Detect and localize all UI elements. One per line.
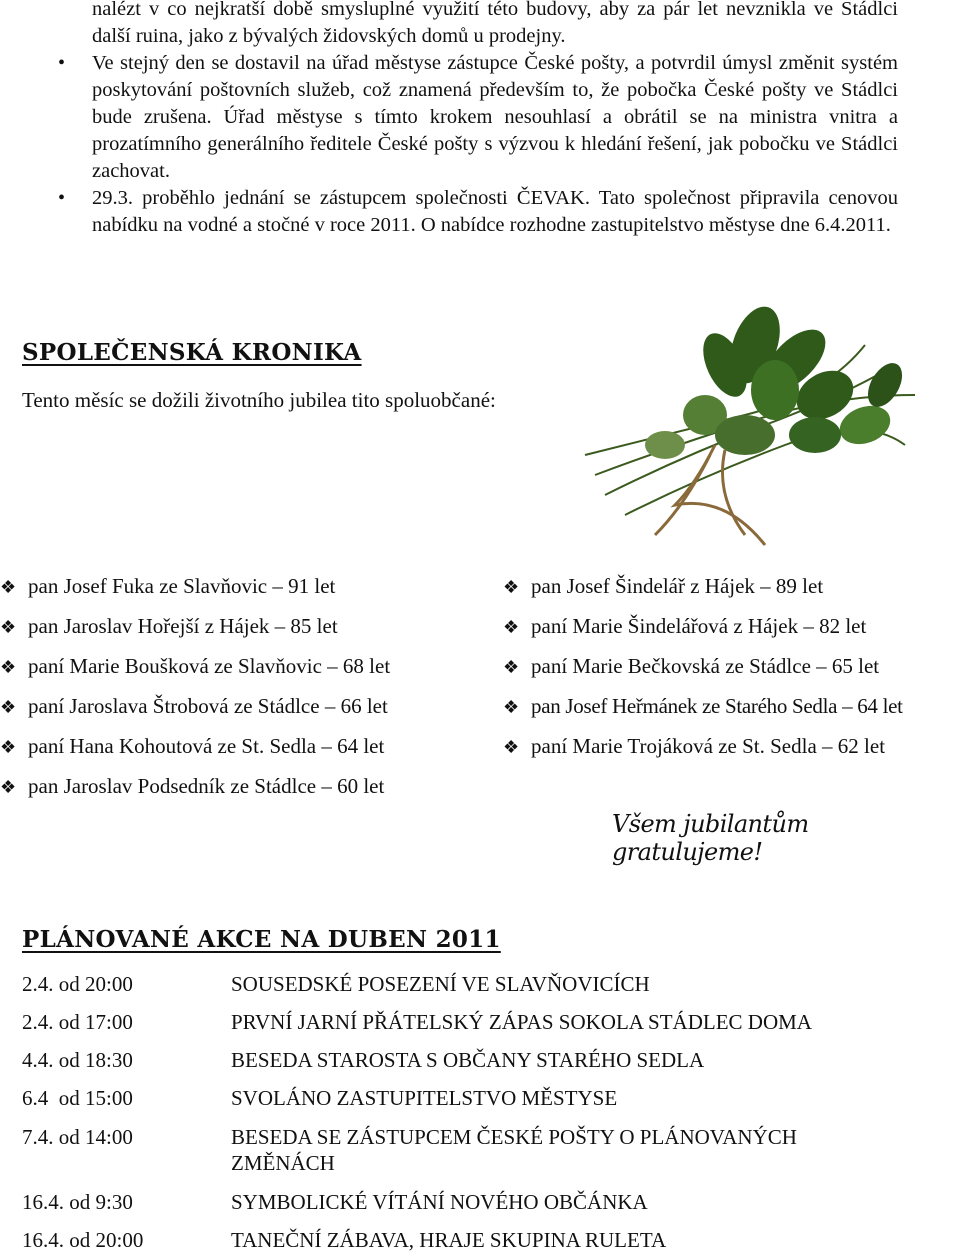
kronika-intro: Tento měsíc se dožili životního jubilea tito spoluobčané: xyxy=(22,388,496,412)
event-date: 16.4. od 9:30 xyxy=(22,1190,133,1214)
diamond-bullet-icon: ❖ xyxy=(503,657,520,677)
event-date: 7.4. od 14:00 xyxy=(22,1125,133,1149)
diamond-bullet-icon: ❖ xyxy=(503,697,519,717)
event-title: BESEDA STAROSTA S OBČANY STARÉHO SEDLA xyxy=(231,1048,705,1072)
diamond-bullet-icon: ❖ xyxy=(0,737,17,757)
jubilant-item: ❖ pan Jaroslav Podsedník ze Stádlce – 60 let xyxy=(0,774,385,798)
jubilant-item: ❖ paní Marie Boušková ze Slavňovic – 68 let xyxy=(0,654,391,678)
cevak-paragraph: 29.3. proběhlo jednání se zástupcem společnosti ČEVAK. Tato společnost připravila cenovou nabídku na vodné a stočné v roce 2011. O nabídce rozhodne zastupitelstvo městyse dne 6.4.2011. xyxy=(92,187,898,236)
diamond-bullet-icon: ❖ xyxy=(0,697,17,717)
jubilant-item: ❖ paní Marie Šindelářová z Hájek – 82 let xyxy=(503,614,867,638)
diamond-bullet-icon: ❖ xyxy=(503,577,520,597)
bullet-marker: • xyxy=(58,52,66,74)
diamond-bullet-icon: ❖ xyxy=(0,577,17,597)
event-title: TANEČNÍ ZÁBAVA, HRAJE SKUPINA RULETA xyxy=(231,1228,667,1252)
jubilant-item: ❖ pan Jaroslav Hořejší z Hájek – 85 let xyxy=(0,614,338,638)
event-date: 16.4. od 20:00 xyxy=(22,1228,144,1252)
event-date: 2.4. od 17:00 xyxy=(22,1010,133,1034)
jubilant-item: ❖ paní Marie Trojáková ze St. Sedla – 62 let xyxy=(503,734,886,758)
jubilant-item: ❖ pan Josef Heřmánek ze Starého Sedla – 64 let xyxy=(503,694,903,718)
event-title: SOUSEDSKÉ POSEZENÍ VE SLAVŇOVICÍCH xyxy=(231,972,650,996)
event-date: 6.4 od 15:00 xyxy=(22,1086,133,1110)
jubilant-item: ❖ pan Josef Šindelář z Hájek – 89 let xyxy=(503,574,824,598)
congratulations-text: Všem jubilantům gratulujeme! xyxy=(612,810,809,866)
kronika-heading: SPOLEČENSKÁ KRONIKA xyxy=(22,339,362,366)
bullet-marker: • xyxy=(58,187,66,209)
event-date: 4.4. od 18:30 xyxy=(22,1048,133,1072)
jubilant-item: ❖ paní Jaroslava Štrobová ze Stádlce – 66 let xyxy=(0,694,388,718)
jubilant-item: ❖ paní Marie Bečkovská ze Stádlce – 65 let xyxy=(503,654,880,678)
herbs-bouquet-image xyxy=(565,305,935,555)
event-title: BESEDA SE ZÁSTUPCEM ČESKÉ POŠTY O PLÁNOVANÝCH ZMĚNÁCH xyxy=(231,1125,797,1175)
continued-paragraph: nalézt v co nejkratší době smysluplné využití této budovy, aby za pár let nevznikla ve Stádlci další ruina, jako z bývalých židovských domů u prodejny. xyxy=(92,0,898,47)
jubilant-item: ❖ paní Hana Kohoutová ze St. Sedla – 64 let xyxy=(0,734,385,758)
diamond-bullet-icon: ❖ xyxy=(0,617,17,637)
diamond-bullet-icon: ❖ xyxy=(0,657,17,677)
diamond-bullet-icon: ❖ xyxy=(503,737,520,757)
akce-heading: PLÁNOVANÉ AKCE NA DUBEN 2011 xyxy=(22,926,501,953)
jubilant-item: ❖ pan Josef Fuka ze Slavňovic – 91 let xyxy=(0,574,336,598)
diamond-bullet-icon: ❖ xyxy=(0,777,17,797)
event-title: SYMBOLICKÉ VÍTÁNÍ NOVÉHO OBČÁNKA xyxy=(231,1190,648,1214)
event-date: 2.4. od 20:00 xyxy=(22,972,133,996)
post-office-paragraph: Ve stejný den se dostavil na úřad městyse zástupce České pošty, a potvrdil úmysl změnit systém poskytování poštovních služeb, což znamená především to, že pobočka České pošty ve Stádlci bude zrušena. Úřad městyse s tímto krokem nesouhlasí a obrátil se na ministra vnitra a prozatímního generálního ředitele České pošty s výzvou k hledání řešení, jak pobočku ve Stádlci zachovat. xyxy=(92,52,898,182)
event-title: SVOLÁNO ZASTUPITELSTVO MĚSTYSE xyxy=(231,1086,618,1110)
diamond-bullet-icon: ❖ xyxy=(503,617,520,637)
event-title: PRVNÍ JARNÍ PŘÁTELSKÝ ZÁPAS SOKOLA STÁDLEC DOMA xyxy=(231,1010,812,1034)
